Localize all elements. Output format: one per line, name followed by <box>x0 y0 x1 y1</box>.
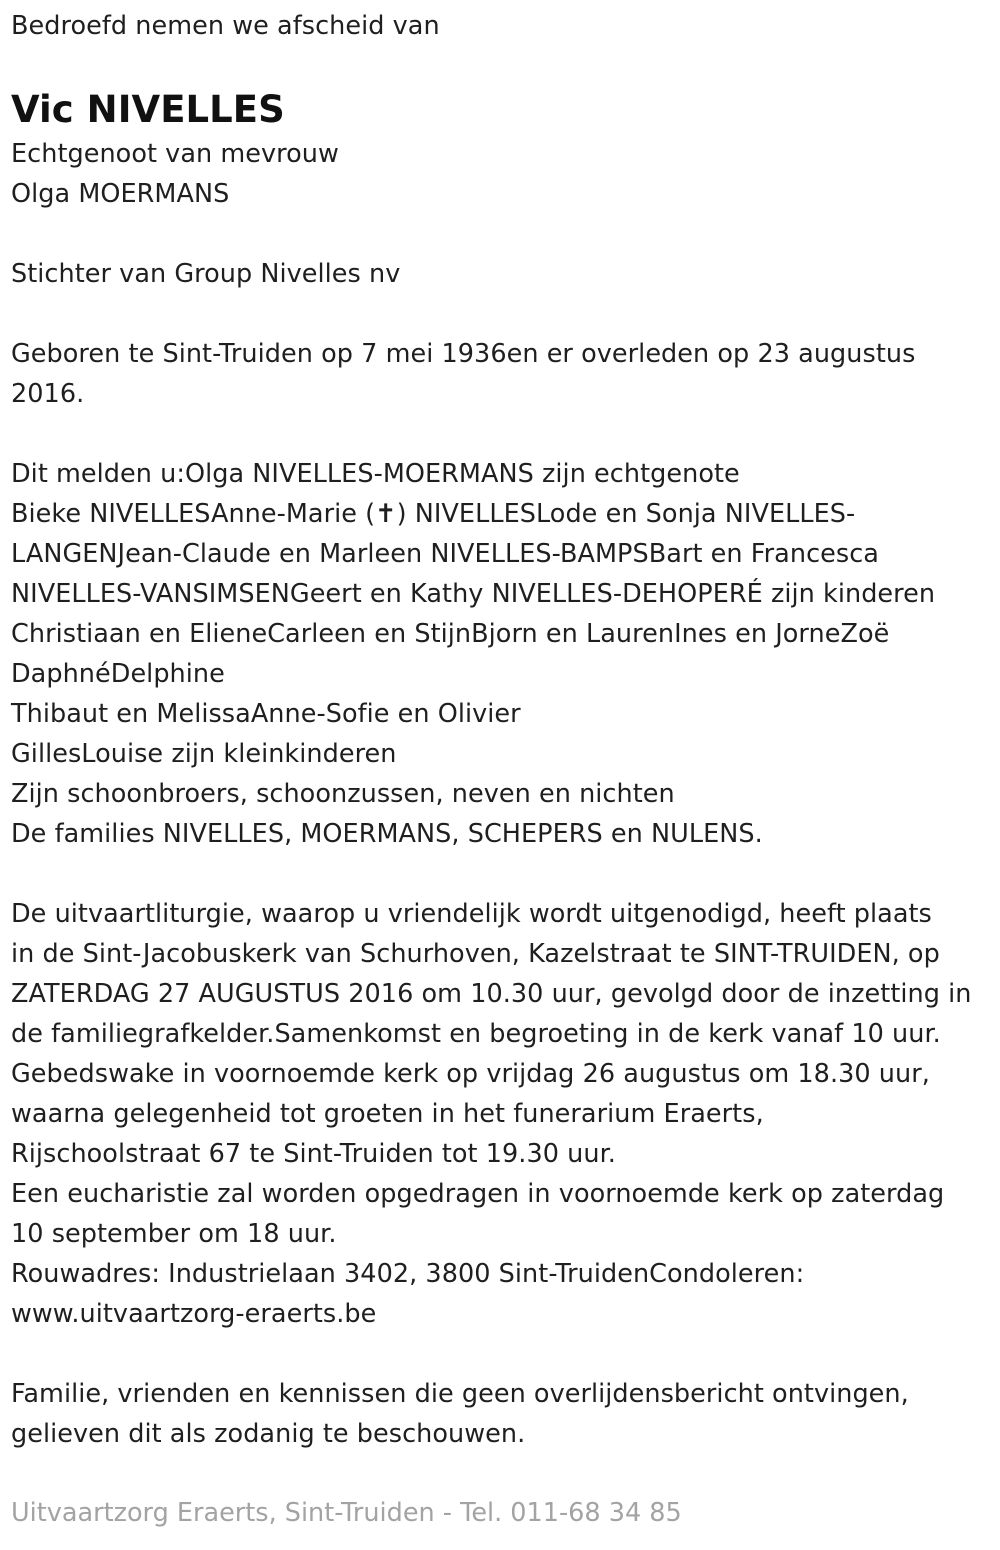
ceremony-line: Rouwadres: Industrielaan 3402, 3800 Sint-TruidenCondoleren: <box>11 1259 805 1289</box>
family-line: Dit melden u:Olga NIVELLES-MOERMANS zijn echtgenote <box>11 459 740 489</box>
condolence-link[interactable]: www.uitvaartzorg-eraerts.be <box>11 1299 377 1329</box>
family-line: Christiaan en ElieneCarleen en StijnBjorn en LaurenInes en JorneZoë <box>11 619 890 649</box>
ceremony-line: Een eucharistie zal worden opgedragen in voornoemde kerk op zaterdag <box>11 1179 945 1209</box>
ceremony-line: 10 september om 18 uur. <box>11 1219 337 1249</box>
ceremony-line: ZATERDAG 27 AUGUSTUS 2016 om 10.30 uur, gevolgd door de inzetting in <box>11 979 972 1009</box>
closing-line: Familie, vrienden en kennissen die geen overlijdensbericht ontvingen, <box>11 1379 909 1409</box>
family-line: De families NIVELLES, MOERMANS, SCHEPERS en NULENS. <box>11 819 763 849</box>
ceremony-line: Rijschoolstraat 67 te Sint-Truiden tot 19.30 uur. <box>11 1139 616 1169</box>
born-died-line: 2016. <box>11 379 85 409</box>
family-line: Thibaut en MelissaAnne-Sofie en Olivier <box>11 699 521 729</box>
ceremony-paragraph <box>11 894 991 1334</box>
intro-text: Bedroefd nemen we afscheid van <box>11 11 440 41</box>
ceremony-line: De uitvaartliturgie, waarop u vriendelijk wordt uitgenodigd, heeft plaats <box>11 899 932 929</box>
death-notice <box>11 6 991 1454</box>
family-line: GillesLouise zijn kleinkinderen <box>11 739 397 769</box>
born-died-line: Geboren te Sint-Truiden op 7 mei 1936en er overleden op 23 augustus <box>11 339 916 369</box>
spacer <box>11 294 991 334</box>
family-paragraph <box>11 454 991 854</box>
deceased-name: Vic NIVELLES <box>11 88 285 131</box>
closing-paragraph <box>11 1374 991 1454</box>
ceremony-line: de familiegrafkelder.Samenkomst en begroeting in de kerk vanaf 10 uur. <box>11 1019 941 1049</box>
spacer <box>11 414 991 454</box>
ceremony-line: in de Sint-Jacobuskerk van Schurhoven, Kazelstraat te SINT-TRUIDEN, op <box>11 939 940 969</box>
spacer <box>11 46 991 86</box>
family-line: LANGENJean-Claude en Marleen NIVELLES-BAMPSBart en Francesca <box>11 539 879 569</box>
ceremony-line: Gebedswake in voornoemde kerk op vrijdag 26 augustus om 18.30 uur, <box>11 1059 930 1089</box>
family-line: Zijn schoonbroers, schoonzussen, neven en nichten <box>11 779 675 809</box>
funeral-home-footer: Uitvaartzorg Eraerts, Sint-Truiden - Tel. 011-68 34 85 <box>11 1498 682 1528</box>
ceremony-line: waarna gelegenheid tot groeten in het funerarium Eraerts, <box>11 1099 764 1129</box>
spouse-name: Olga MOERMANS <box>11 179 230 209</box>
family-line: DaphnéDelphine <box>11 659 225 689</box>
founder-text: Stichter van Group Nivelles nv <box>11 259 401 289</box>
family-line: NIVELLES-VANSIMSENGeert en Kathy NIVELLES-DEHOPERÉ zijn kinderen <box>11 579 936 609</box>
spouse-label: Echtgenoot van mevrouw <box>11 139 339 169</box>
born-died-paragraph <box>11 334 991 414</box>
spacer <box>11 854 991 894</box>
closing-line: gelieven dit als zodanig te beschouwen. <box>11 1419 526 1449</box>
spacer <box>11 214 991 254</box>
family-line: Bieke NIVELLESAnne-Marie (✝) NIVELLESLode en Sonja NIVELLES- <box>11 499 856 529</box>
spacer <box>11 1334 991 1374</box>
